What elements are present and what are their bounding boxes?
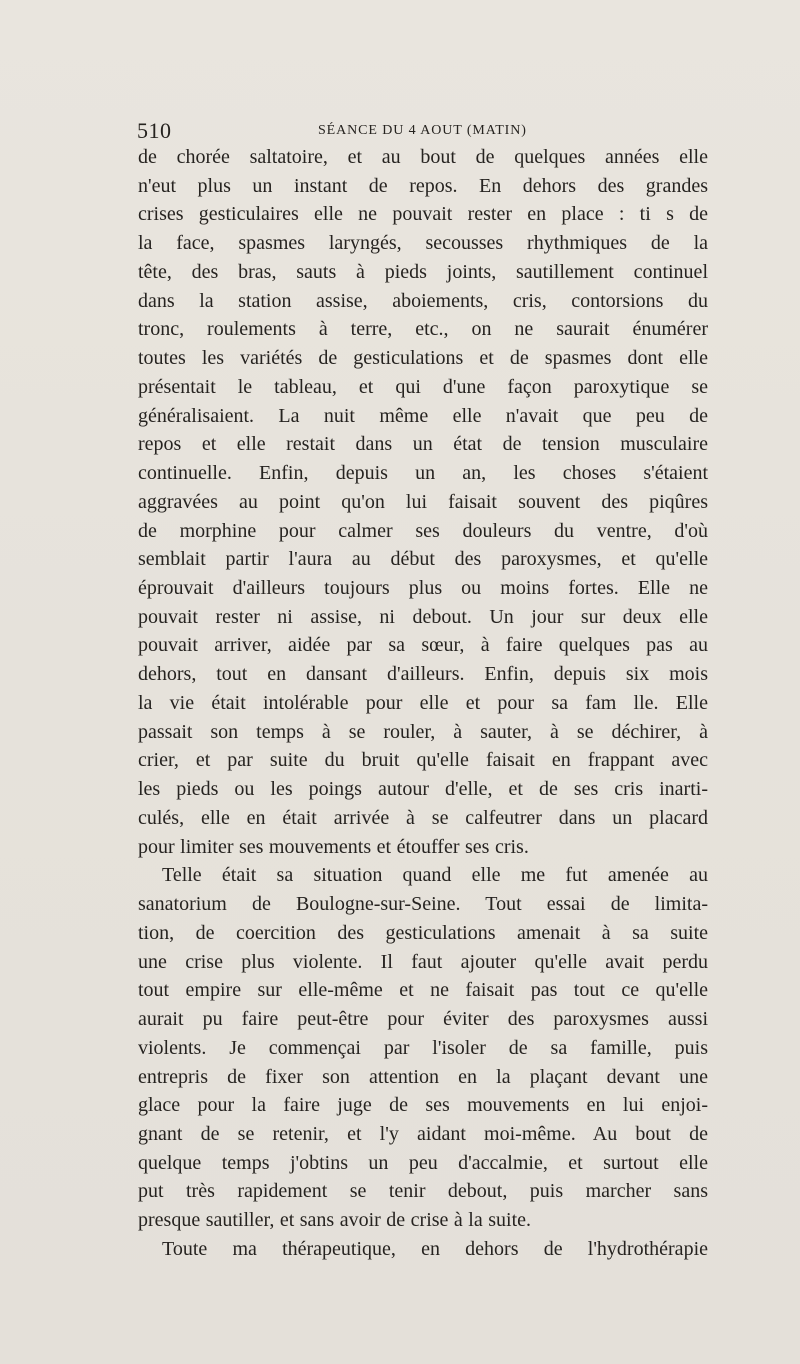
text-line: tion, de coercition des gesticulations amenait à sa suite — [138, 921, 708, 944]
text-line: semblait partir l'aura au début des paroxysmes, et qu'elle — [138, 548, 708, 571]
text-line: passait son temps à se rouler, à sauter, à se déchirer, à — [138, 720, 708, 743]
text-line: repos et elle restait dans un état de tension musculaire — [138, 433, 708, 456]
text-line: sanatorium de Boulogne-sur-Seine. Tout essai de limita- — [138, 893, 708, 916]
paragraph-end-line: presque sautiller, et sans avoir de crise à la suite. — [138, 1209, 532, 1232]
text-line: continuelle. Enfin, depuis un an, les choses s'étaient — [138, 462, 708, 485]
text-line: présentait le tableau, et qui d'une façon paroxytique se — [138, 375, 708, 398]
text-line: pouvait arriver, aidée par sa sœur, à faire quelques pas au — [138, 634, 708, 657]
text-line: quelque temps j'obtins un peu d'accalmie, et surtout elle — [138, 1151, 708, 1174]
text-line: entrepris de fixer son attention en la plaçant devant une — [138, 1065, 708, 1088]
text-line: aggravées au point qu'on lui faisait souvent des piqûres — [138, 490, 708, 513]
body-text — [138, 143, 708, 1293]
paragraph-end-line: pour limiter ses mouvements et étouffer ses cris. — [138, 835, 529, 858]
paragraph-start-line: Toute ma thérapeutique, en dehors de l'hydrothérapie — [162, 1237, 708, 1260]
text-line: dans la station assise, aboiements, cris, contorsions du — [138, 289, 708, 312]
text-line: tronc, roulements à terre, etc., on ne saurait énumérer — [138, 318, 708, 341]
text-line: de chorée saltatoire, et au bout de quelques années elle — [138, 146, 708, 168]
text-line: crises gesticulaires elle ne pouvait rester en place : ti s de — [138, 203, 708, 226]
text-line: tout empire sur elle-même et ne faisait pas tout ce qu'elle — [138, 979, 708, 1002]
text-line: violents. Je commençai par l'isoler de sa famille, puis — [138, 1036, 708, 1059]
text-line: culés, elle en était arrivée à se calfeutrer dans un placard — [138, 806, 708, 829]
text-line: gnant de se retenir, et l'y aidant moi-même. Au bout de — [138, 1122, 708, 1145]
text-line: aurait pu faire peut-être pour éviter des paroxysmes aussi — [138, 1008, 708, 1031]
text-line: les pieds ou les poings autour d'elle, et de ses cris inarti- — [138, 778, 708, 801]
running-head-title: SÉANCE DU 4 AOUT (MATIN) — [318, 123, 527, 138]
text-line: tête, des bras, sauts à pieds joints, sautillement continuel — [138, 260, 708, 283]
text-line: n'eut plus un instant de repos. En dehors des grandes — [138, 174, 708, 197]
text-line: la face, spasmes laryngés, secousses rhythmiques de la — [138, 232, 708, 255]
text-line: la vie était intolérable pour elle et pour sa fam lle. Elle — [138, 691, 708, 714]
text-line: une crise plus violente. Il faut ajouter qu'elle avait perdu — [138, 950, 708, 973]
text-line: toutes les variétés de gesticulations et de spasmes dont elle — [138, 347, 708, 370]
text-line: pouvait rester ni assise, ni debout. Un jour sur deux elle — [138, 605, 708, 628]
paragraph-start-line: Telle était sa situation quand elle me fut amenée au — [162, 864, 708, 887]
text-line: généralisaient. La nuit même elle n'avait que peu de — [138, 404, 708, 427]
text-line: glace pour la faire juge de ses mouvements en lui enjoi- — [138, 1094, 708, 1117]
text-line: éprouvait d'ailleurs toujours plus ou moins fortes. Elle ne — [138, 577, 708, 600]
text-line: dehors, tout en dansant d'ailleurs. Enfin, depuis six mois — [138, 663, 708, 686]
text-line: de morphine pour calmer ses douleurs du ventre, d'où — [138, 519, 708, 542]
page-number: 510 — [137, 118, 172, 143]
text-line: crier, et par suite du bruit qu'elle faisait en frappant avec — [138, 749, 708, 772]
text-line: put très rapidement se tenir debout, puis marcher sans — [138, 1180, 708, 1203]
